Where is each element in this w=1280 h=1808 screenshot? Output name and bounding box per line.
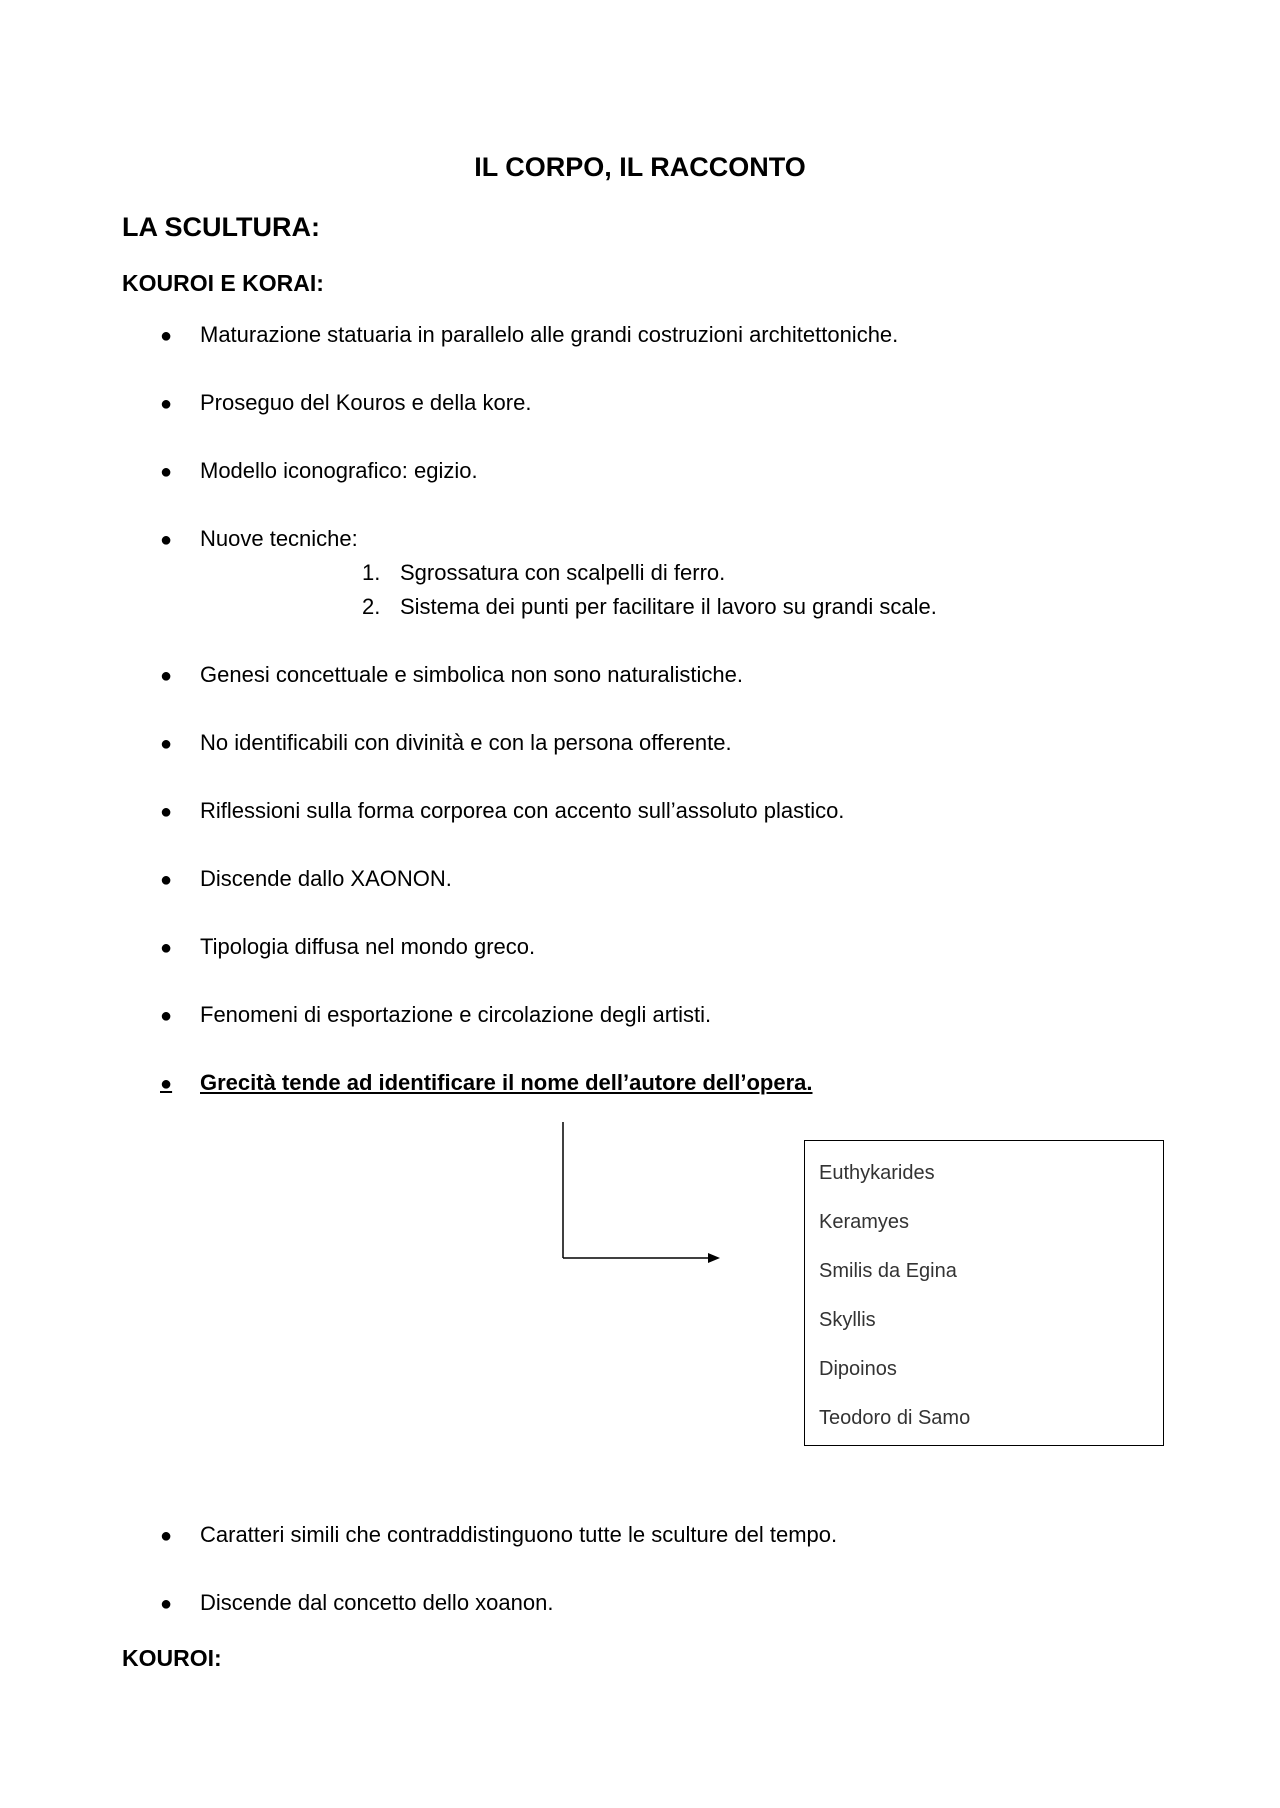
list-item-text: Discende dallo XAONON. bbox=[200, 866, 452, 891]
list-item bbox=[160, 728, 732, 759]
author-name: Teodoro di Samo bbox=[819, 1407, 971, 1429]
author-name: Keramyes bbox=[819, 1211, 910, 1233]
section-heading: LA SCULTURA: bbox=[122, 212, 320, 242]
list-item-text: Modello iconografico: egizio. bbox=[200, 458, 478, 483]
item-number: 2. bbox=[362, 594, 381, 619]
highlight-text: Grecità tende ad identificare il nome dell’autore dell’opera. bbox=[200, 1070, 813, 1095]
list-item bbox=[160, 660, 743, 691]
list-item-text: Fenomeni di esportazione e circolazione degli artisti. bbox=[200, 1002, 712, 1027]
item-number: 1. bbox=[362, 560, 381, 585]
list-item-text: Tipologia diffusa nel mondo greco. bbox=[200, 934, 536, 959]
numbered-item bbox=[362, 592, 937, 622]
list-item-text: Genesi concettuale e simbolica non sono naturalistiche. bbox=[200, 662, 743, 687]
list-item bbox=[160, 524, 358, 555]
subsection-heading: KOUROI E KORAI: bbox=[122, 270, 324, 296]
bullet-icon: ● bbox=[160, 801, 173, 823]
list-item bbox=[160, 320, 898, 351]
list-item-text: No identificabili con divinità e con la persona offerente. bbox=[200, 730, 732, 755]
list-item bbox=[160, 1520, 837, 1551]
bullet-icon: ● bbox=[160, 1593, 173, 1615]
list-item-text: Maturazione statuaria in parallelo alle grandi costruzioni architettoniche. bbox=[200, 322, 899, 347]
authors-box bbox=[804, 1140, 1164, 1446]
bullet-icon: ● bbox=[160, 393, 173, 415]
list-item bbox=[160, 388, 531, 419]
kouroi-heading: KOUROI: bbox=[122, 1645, 222, 1671]
numbered-item bbox=[362, 558, 725, 588]
author-name: Dipoinos bbox=[819, 1358, 897, 1380]
bullet-icon: ● bbox=[160, 1525, 173, 1547]
bullet-icon: ● bbox=[160, 1005, 173, 1027]
list-item bbox=[160, 1588, 553, 1619]
list-item bbox=[160, 796, 844, 827]
list-item-text: Proseguo del Kouros e della kore. bbox=[200, 390, 532, 415]
author-name: Euthykarides bbox=[819, 1162, 935, 1184]
list-item bbox=[160, 1000, 711, 1031]
document-title: IL CORPO, IL RACCONTO bbox=[474, 152, 806, 182]
bullet-icon: ● bbox=[160, 529, 173, 551]
arrow-connector-icon bbox=[560, 1120, 730, 1270]
bullet-icon: ● bbox=[160, 937, 173, 959]
numbered-item-text: Sistema dei punti per facilitare il lavoro su grandi scale. bbox=[400, 594, 937, 619]
highlight-list-item bbox=[160, 1068, 813, 1099]
list-item bbox=[160, 864, 452, 895]
author-name: Smilis da Egina bbox=[819, 1260, 957, 1282]
list-item-text: Discende dal concetto dello xoanon. bbox=[200, 1590, 554, 1615]
bullet-icon: ● bbox=[160, 665, 173, 687]
bullet-icon: ● bbox=[160, 325, 173, 347]
author-name: Skyllis bbox=[819, 1309, 876, 1331]
bullet-icon: ● bbox=[160, 869, 173, 891]
bullet-icon: ● bbox=[160, 461, 173, 483]
list-item-text: Riflessioni sulla forma corporea con accento sull’assoluto plastico. bbox=[200, 798, 845, 823]
numbered-item-text: Sgrossatura con scalpelli di ferro. bbox=[400, 560, 726, 585]
bullet-icon: ● bbox=[160, 1073, 173, 1095]
list-item-text: Nuove tecniche: bbox=[200, 526, 358, 551]
bullet-icon: ● bbox=[160, 733, 173, 755]
list-item bbox=[160, 932, 535, 963]
list-item bbox=[160, 456, 478, 487]
list-item-text: Caratteri simili che contraddistinguono tutte le sculture del tempo. bbox=[200, 1522, 838, 1547]
